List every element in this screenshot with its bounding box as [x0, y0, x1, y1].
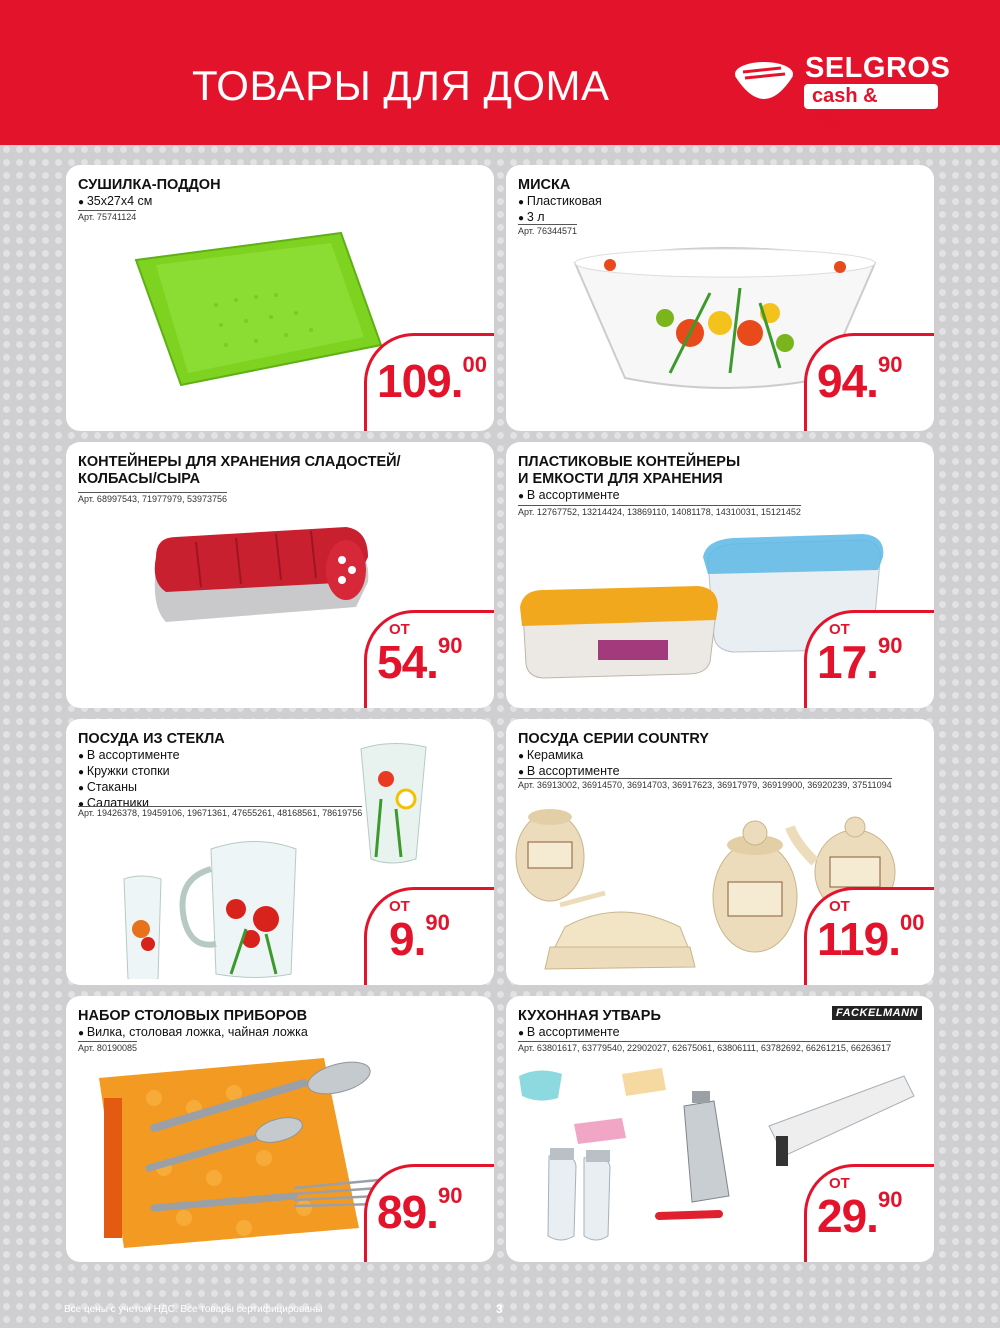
sausage-container-image — [146, 522, 376, 632]
price-main: 94. — [817, 355, 878, 407]
product-title: ПОСУДА СЕРИИ COUNTRY — [518, 731, 709, 747]
product-title-line2: КОЛБАСЫ/СЫРА — [78, 471, 201, 487]
product-card-country-ceramics — [506, 719, 934, 985]
price-tag — [364, 610, 494, 708]
article-numbers: Арт. 36913002, 36914570, 36914703, 36917623, 36917979, 36919900, 36920239, 37511094 — [518, 780, 892, 790]
product-title: КУХОННАЯ УТВАРЬ — [518, 1008, 661, 1024]
price-prefix: ОТ — [829, 621, 850, 638]
price-tag — [364, 1164, 494, 1262]
bullet-item: ● Кружки стопки — [78, 764, 180, 780]
bullet-item: ● В ассортименте — [518, 1025, 620, 1041]
footer-note: Все цены с учетом НДС. Все товары сертифицированы — [64, 1304, 323, 1315]
bullet-item: ● 35x27x4 см — [78, 194, 152, 210]
selgros-logo — [733, 52, 951, 132]
price-main: 119. — [817, 913, 900, 965]
article-numbers: Арт. 12767752, 13214424, 13869110, 14081178, 14310031, 15121452 — [518, 507, 801, 517]
logo-sub-text: cash & carry — [804, 84, 938, 109]
product-bullets — [78, 1025, 308, 1041]
product-title-line2: И ЕМКОСТИ ДЛЯ ХРАНЕНИЯ — [518, 471, 723, 487]
price-cents: 90 — [877, 1187, 903, 1212]
logo-brand-text: SELGROS — [805, 52, 951, 84]
article-numbers: Арт. 80190085 — [78, 1043, 137, 1053]
price-cents: 90 — [877, 352, 903, 377]
price-tag — [804, 887, 934, 985]
price-main: 54. — [377, 636, 438, 688]
bullet-item: ● В ассортименте — [518, 488, 620, 504]
price-value — [817, 912, 924, 966]
product-bullets — [78, 194, 152, 210]
product-bullets — [518, 194, 602, 226]
bullet-item: ● 3 л — [518, 210, 602, 226]
price-prefix: ОТ — [389, 898, 410, 915]
price-main: 17. — [817, 636, 878, 688]
bullet-item: ● Салатники — [78, 796, 180, 812]
bullet-item: ● Керамика — [518, 748, 620, 764]
price-value — [817, 635, 902, 689]
price-value — [817, 354, 902, 408]
product-card-glassware — [66, 719, 494, 985]
bullet-item: ● Вилка, столовая ложка, чайная ложка — [78, 1025, 308, 1041]
product-title-line1: КОНТЕЙНЕРЫ ДЛЯ ХРАНЕНИЯ СЛАДОСТЕЙ/ — [78, 454, 401, 470]
product-title — [518, 454, 740, 488]
product-title-line1: ПЛАСТИКОВЫЕ КОНТЕЙНЕРЫ — [518, 454, 741, 470]
price-cents: 90 — [877, 633, 903, 658]
fackelmann-brand-logo: FACKELMANN — [832, 1006, 922, 1020]
price-cents: 00 — [900, 910, 925, 935]
bullet-item: ● Стаканы — [78, 780, 180, 796]
price-value — [377, 354, 487, 408]
price-prefix: ОТ — [829, 1175, 850, 1192]
price-tag — [804, 610, 934, 708]
article-numbers: Арт. 63801617, 63779540, 22902027, 62675061, 63806111, 63782692, 66261215, 66263617 — [518, 1043, 891, 1053]
price-value — [817, 1189, 902, 1243]
price-main: 109. — [377, 355, 463, 407]
product-card-bowl — [506, 165, 934, 431]
price-tag — [364, 887, 494, 985]
price-prefix: ОТ — [389, 621, 410, 638]
article-numbers: Арт. 68997543, 71977979, 53973756 — [78, 494, 228, 504]
price-tag — [804, 1164, 934, 1262]
price-main: 9. — [389, 913, 426, 965]
price-value — [377, 1185, 462, 1239]
product-card-plastic-containers — [506, 442, 934, 708]
product-bullets — [518, 1025, 620, 1041]
product-card-sweets-containers — [66, 442, 494, 708]
drying-tray-image — [126, 225, 386, 395]
price-value — [377, 635, 462, 689]
product-card-kitchen-utensils — [506, 996, 934, 1262]
price-cents: 90 — [437, 633, 463, 658]
product-bullets — [518, 748, 620, 780]
bullet-item: ● Пластиковая — [518, 194, 602, 210]
article-numbers: Арт. 76344571 — [518, 226, 577, 236]
price-tag — [364, 333, 494, 431]
price-cents: 90 — [425, 910, 450, 935]
product-card-cutlery-set — [66, 996, 494, 1262]
price-cents: 90 — [437, 1183, 463, 1208]
article-numbers: Арт. 19426378, 19459106, 19671361, 47655261, 48168561, 78619756 — [78, 808, 363, 818]
bullet-item: ● В ассортименте — [78, 748, 180, 764]
cutlery-set-image — [94, 1058, 394, 1248]
article-numbers: Арт. 75741124 — [78, 212, 137, 222]
product-title: СУШИЛКА-ПОДДОН — [78, 177, 221, 193]
page-header — [0, 0, 1000, 145]
price-prefix: ОТ — [829, 898, 850, 915]
price-value — [389, 912, 450, 966]
price-cents: 00 — [462, 352, 488, 377]
price-main: 89. — [377, 1186, 438, 1238]
product-card-drying-tray — [66, 165, 494, 431]
product-bullets — [518, 488, 620, 504]
price-tag — [804, 333, 934, 431]
bowl-logo-icon — [733, 52, 795, 112]
bullet-item: ● В ассортименте — [518, 764, 620, 780]
page-number: 3 — [496, 1302, 503, 1316]
page-title: ТОВАРЫ ДЛЯ ДОМА — [192, 62, 610, 109]
product-title: ПОСУДА ИЗ СТЕКЛА — [78, 731, 225, 747]
product-title — [78, 454, 401, 488]
price-main: 29. — [817, 1190, 878, 1242]
product-title: МИСКА — [518, 177, 571, 193]
product-title: НАБОР СТОЛОВЫХ ПРИБОРОВ — [78, 1008, 308, 1024]
